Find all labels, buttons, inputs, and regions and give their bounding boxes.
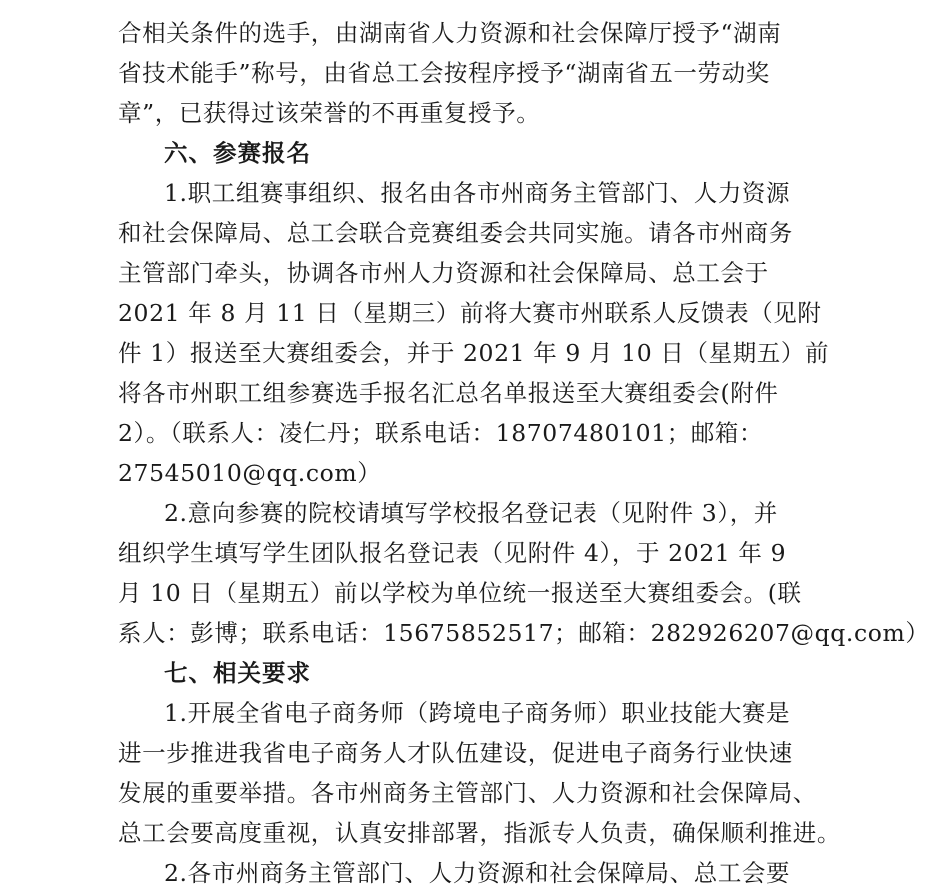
- paragraph-line: 1.开展全省电子商务师（跨境电子商务师）职业技能大赛是: [164, 699, 791, 727]
- paragraph-line: 2021 年 8 月 11 日（星期三）前将大赛市州联系人反馈表（见附: [118, 299, 822, 327]
- section-heading: 七、相关要求: [164, 659, 311, 687]
- paragraph-line: 系人：彭博；联系电话：15675852517；邮箱：282926207@qq.com）: [118, 619, 929, 647]
- paragraph-line: 2）。（联系人：凌仁丹；联系电话：18707480101；邮箱：: [118, 419, 764, 447]
- paragraph-line: 月 10 日（星期五）前以学校为单位统一报送至大赛组委会。(联: [118, 579, 802, 607]
- paragraph-line: 2.各市州商务主管部门、人力资源和社会保障局、总工会要: [164, 859, 791, 887]
- paragraph-line: 章”，已获得过该荣誉的不再重复授予。: [118, 99, 541, 127]
- paragraph-line: 发展的重要举措。各市州商务主管部门、人力资源和社会保障局、: [118, 779, 817, 807]
- section-heading: 六、参赛报名: [164, 139, 311, 167]
- paragraph-line: 1.职工组赛事组织、报名由各市州商务主管部门、人力资源: [164, 179, 791, 207]
- paragraph-line: 主管部门牵头，协调各市州人力资源和社会保障局、总工会于: [118, 259, 769, 287]
- paragraph-line: 将各市州职工组参赛选手报名汇总名单报送至大赛组委会(附件: [118, 379, 779, 407]
- paragraph-line: 总工会要高度重视，认真安排部署，指派专人负责，确保顺利推进。: [118, 819, 841, 847]
- paragraph-line: 合相关条件的选手，由湖南省人力资源和社会保障厅授予“湖南: [118, 19, 782, 47]
- paragraph-line: 进一步推进我省电子商务人才队伍建设，促进电子商务行业快速: [118, 739, 793, 767]
- paragraph-line: 组织学生填写学生团队报名登记表（见附件 4），于 2021 年 9: [118, 539, 787, 567]
- paragraph-line: 2.意向参赛的院校请填写学校报名登记表（见附件 3），并: [164, 499, 778, 527]
- paragraph-line: 省技术能手”称号，由省总工会按程序授予“湖南省五一劳动奖: [118, 59, 770, 87]
- paragraph-line: 27545010@qq.com）: [118, 459, 382, 487]
- paragraph-line: 件 1）报送至大赛组委会，并于 2021 年 9 月 10 日（星期五）前: [118, 339, 830, 367]
- paragraph-line: 和社会保障局、总工会联合竞赛组委会共同实施。请各市州商务: [118, 219, 793, 247]
